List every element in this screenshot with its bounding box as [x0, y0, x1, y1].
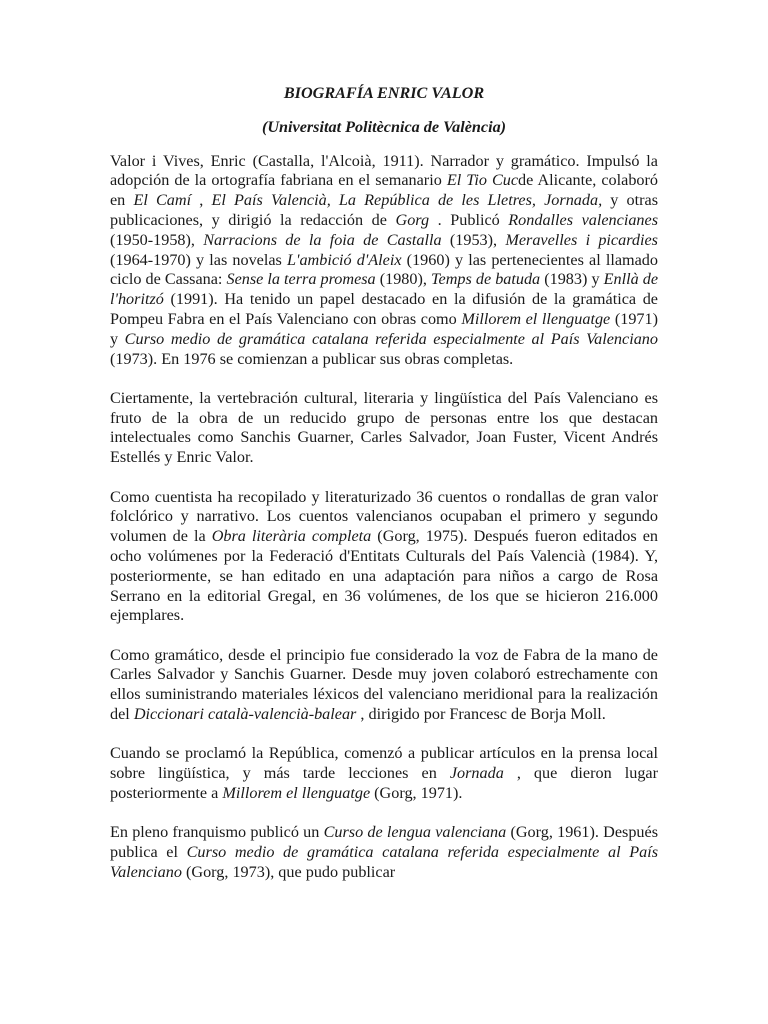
italic-title-text: El País Valencià, La República de les Lletres, Jornada,: [211, 191, 603, 210]
body-paragraph: [110, 646, 658, 725]
italic-title-text: Gorg: [395, 210, 430, 229]
italic-title-text: Rondalles valencianes: [508, 210, 658, 229]
italic-title-text: Curso medio de gramática catalana referida especialmente al País Valenciano: [124, 329, 658, 348]
paragraph-text: (1953),: [441, 230, 506, 249]
paragraph-text: , que dieron lugar posteriormente a: [110, 764, 658, 802]
paragraph-text: Cuando se proclamó la República, comenzó a publicar artículos en la prensa local sobre lingüística, y más tarde lecciones en: [110, 744, 658, 783]
italic-title-text: Curso de lengua valenciana: [323, 823, 507, 842]
italic-title-text: Jornada: [449, 764, 504, 783]
italic-title-text: Curso medio de gramática catalana referida especialmente al País Valenciano: [110, 843, 658, 881]
italic-title-text: El Tio Cuc: [446, 171, 519, 190]
paragraph-text: y otras publicaciones, y dirigió la redacción de: [110, 191, 659, 229]
body-paragraph: [110, 488, 658, 627]
paragraph-text: (1991). Ha tenido un papel destacado en la difusión de la gramática de Pompeu Fabra en el País Valenciano con obras como: [110, 290, 658, 328]
body-paragraph: [110, 389, 658, 468]
body-paragraph: [110, 823, 658, 882]
paragraph-text: (Gorg, 1975). Después fueron editados en ocho volúmenes por la Federació d'Entitats Culturals del País Valencià (1984). Y, posteriormente, se han editado en una adaptación para niños a cargo de Rosa Serrano en la editorial Gregal, en 36 volúmenes, de los que se hicieron 216.000 ejemplares.: [110, 527, 659, 625]
paragraph-text: de Alicante, colaboró en: [110, 171, 658, 210]
paragraph-text: En pleno franquismo publicó un: [110, 823, 324, 842]
paragraph-text: Como gramático, desde el principio fue considerado la voz de Fabra de la mano de Carles Salvador y Sanchis Guarner. Desde muy joven colaboró estrechamente con ellos suministrando materiales léxicos del valenciano meridional para la realización del: [110, 645, 658, 724]
italic-title-text: Narracions de la foia de Castalla: [203, 230, 442, 249]
paragraph-text: (1950-1958),: [110, 230, 204, 249]
body-paragraph: [110, 152, 658, 370]
paragraph-text: , dirigido por Francesc de Borja Moll.: [356, 705, 606, 724]
paragraph-text: (Gorg, 1971).: [370, 783, 463, 802]
paragraph-text: (1960) y las pertenecientes al llamado ciclo de Cassana:: [110, 250, 658, 289]
paragraph-text: (Gorg, 1961). Después publica el: [110, 823, 659, 861]
paragraph-text: Valor i Vives, Enric (Castalla, l'Alcoià, 1911). Narrador y gramático. Impulsó la adopción de la ortografía fabriana en el semanario: [110, 151, 658, 190]
italic-title-text: Temps de batuda: [431, 270, 541, 289]
paragraph-text: (1983) y: [540, 270, 604, 289]
italic-title-text: Millorem el llenguatge: [222, 783, 371, 802]
italic-title-text: Sense la terra promesa: [226, 270, 376, 289]
paragraph-text: Ciertamente, la vertebración cultural, literaria y lingüística del País Valenciano es fruto de la obra de un reducido grupo de personas entre los que destacan intelectuales como Sanchis Guarner, Carles Salvador, Joan Fuster, Vicent Andrés Estellés y Enric Valor.: [110, 388, 658, 467]
italic-title-text: Meravelles i picardies: [505, 230, 658, 249]
italic-title-text: Enllà de l'horitzó: [110, 270, 659, 309]
italic-title-text: El Camí: [133, 191, 192, 210]
italic-title-text: Diccionari català-valencià-balear: [133, 705, 357, 724]
body-paragraph: [110, 744, 658, 803]
document-subtitle: (Universitat Politècnica de València): [261, 117, 507, 136]
document-title: BIOGRAFÍA ENRIC VALOR: [283, 84, 485, 102]
paragraph-text: (1973). En 1976 se comienzan a publicar sus obras completas.: [110, 349, 514, 368]
paragraph-text: (1964-1970) y las novelas: [110, 250, 287, 269]
paragraph-text: (1980),: [375, 270, 431, 289]
paragraph-text: Como cuentista ha recopilado y literaturizado 36 cuentos o rondallas de gran valor folclórico y narrativo. Los cuentos valencianos ocupaban el primero y segundo volumen de la: [110, 487, 658, 546]
paragraph-text: . Publicó: [429, 210, 509, 229]
paragraph-text: ,: [191, 191, 212, 210]
document-page: [110, 84, 658, 902]
italic-title-text: L'ambició d'Aleix: [286, 250, 402, 269]
italic-title-text: Obra literària completa: [211, 527, 372, 546]
document-body: [110, 152, 658, 883]
italic-title-text: Millorem el llenguatge: [461, 309, 611, 328]
paragraph-text: (1971) y: [110, 309, 658, 348]
paragraph-text: (Gorg, 1973), que pudo publicar: [181, 862, 396, 881]
